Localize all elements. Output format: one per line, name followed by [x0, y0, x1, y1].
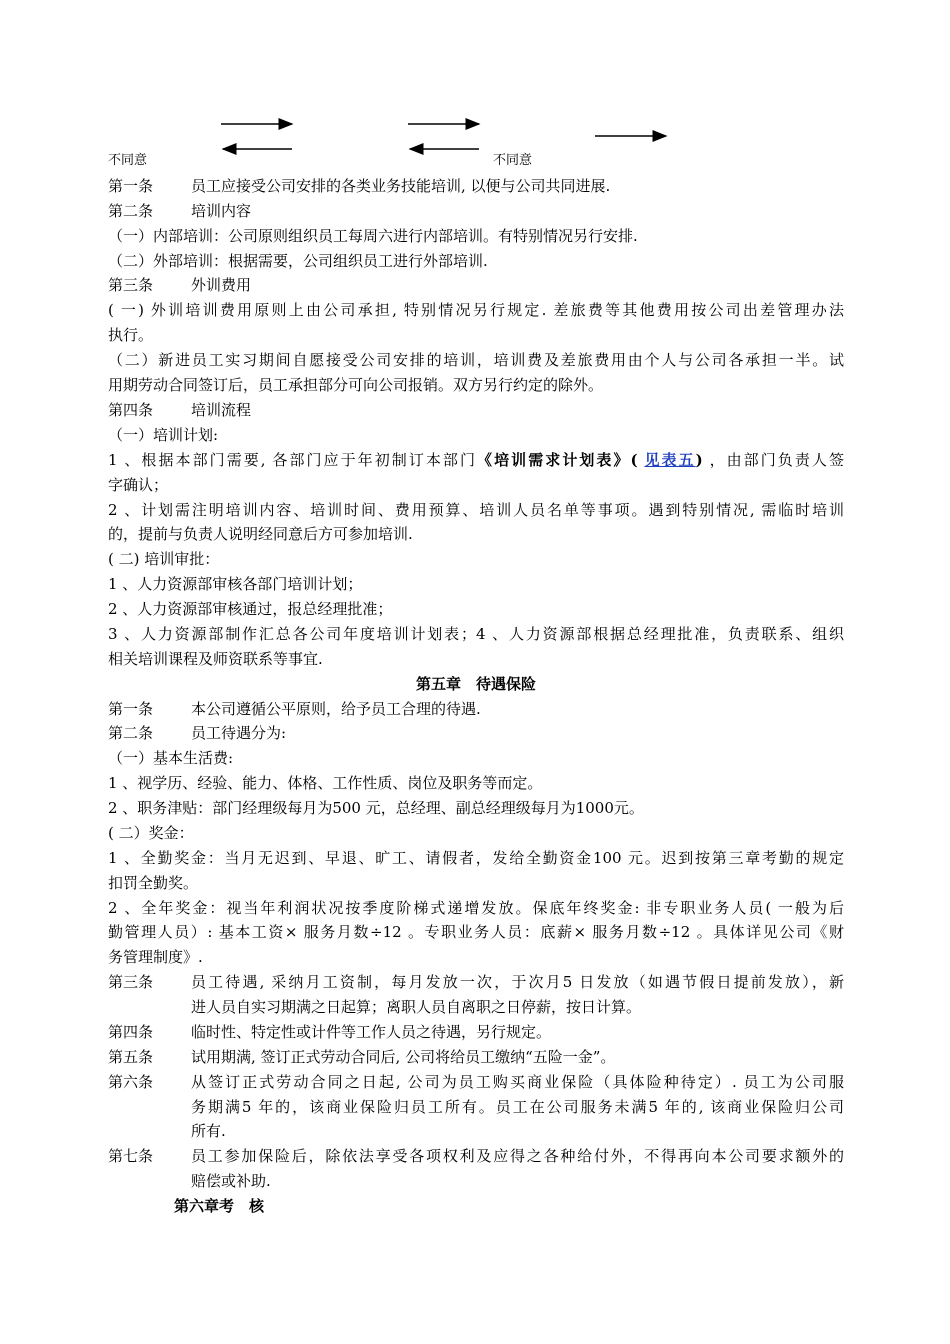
article-label: 第二条 — [108, 202, 154, 220]
see-table-five-link[interactable]: 见表五 — [644, 451, 696, 469]
c5-article-7-text-line: 员工参加保险后，除依法享受各项权利及应得之各种给付外，不得再向本公司要求额外的 — [191, 1147, 844, 1165]
c5-article-3-label: 第三条 — [108, 973, 154, 991]
c5-article-6-label: 第六条 — [108, 1073, 154, 1091]
c5-article-1 — [108, 697, 844, 722]
c5-article-6-text-line: 务期满5 年的，该商业保险归员工所有。员工在公司服务未满5 年的, 该商业保险归公司 — [191, 1098, 844, 1116]
article-text: 员工待遇分为: — [191, 724, 287, 742]
article-text: 培训内容 — [191, 202, 252, 220]
paragraph-line: 字确认； — [108, 476, 169, 494]
chapter-5-heading: 第五章 待遇保险 — [415, 675, 536, 693]
paragraph-line: 务管理制度》. — [108, 948, 203, 966]
text-run: ，由部门负责人签 — [709, 451, 844, 469]
paragraph-line: 相关培训课程及师资联系等事宜. — [108, 650, 323, 668]
c5-article-6-text-line: 从签订正式劳动合同之日起, 公司为员工购买商业保险（具体险种待定）. 员工为公司服 — [191, 1073, 844, 1091]
chapter-6-heading: 第六章考 核 — [174, 1197, 265, 1215]
c5-article-5-label: 第五条 — [108, 1048, 154, 1066]
paragraph-line: ( 二) 培训审批： — [108, 550, 220, 568]
c5-article-6-text-line: 所有. — [191, 1122, 226, 1140]
paragraph-line: 1 、全勤奖金：当月无迟到、早退、旷工、请假者，发给全勤资金100 元。迟到按第三章考勤的规定 — [108, 849, 844, 867]
paragraph-line: 2 、人力资源部审核通过，报总经理批准； — [108, 600, 393, 618]
paragraph-line: ( 一) 外训培训费用原则上由公司承担, 特别情况另行规定. 差旅费等其他费用按公司出差管理办法 — [108, 301, 844, 319]
paragraph-line: （二）新进员工实习期间自愿接受公司安排的培训，培训费及差旅费用由个人与公司各承担一半。试 — [108, 351, 844, 369]
article-3 — [108, 273, 844, 298]
paragraph-line: 的，提前与负责人说明经同意后方可参加培训. — [108, 525, 413, 543]
article-label: 第一条 — [108, 700, 154, 718]
paragraph-line: 1 、人力资源部审核各部门培训计划； — [108, 575, 363, 593]
article-4 — [108, 398, 844, 423]
paragraph-line: 2 、职务津贴：部门经理级每月为500 元，总经理、副总经理级每月为1000元。 — [108, 799, 644, 817]
paragraph-line: 3 、人力资源部制作汇总各公司年度培训计划表；4 、人力资源部根据总经理批准，负责联系、组织 — [108, 625, 844, 643]
article-label: 第三条 — [108, 276, 154, 294]
paragraph-line: 用期劳动合同签订后，员工承担部分可向公司报销。双方另行约定的除外。 — [108, 376, 604, 394]
c5-article-7-text-line: 赔偿或补助. — [191, 1172, 271, 1190]
disagree-label-right: 不同意 — [493, 153, 533, 168]
paragraph-line: 1 、视学历、经验、能力、体格、工作性质、岗位及职务等而定。 — [108, 774, 543, 792]
article-2 — [108, 199, 844, 224]
paragraph-line: （二）外部培训：根据需要，公司组织员工进行外部培训. — [108, 252, 488, 270]
article-text: 培训流程 — [191, 401, 252, 419]
article-label: 第四条 — [108, 401, 154, 419]
article-text: 本公司遵循公平原则，给予员工合理的待遇. — [191, 700, 481, 718]
article-1 — [108, 174, 844, 199]
form-title: 《培训需求计划表》( — [477, 451, 638, 469]
c5-article-5-text: 试用期满, 签订正式劳动合同后, 公司将给员工缴纳“五险一金”。 — [191, 1048, 616, 1066]
article-label: 第二条 — [108, 724, 154, 742]
c5-article-2 — [108, 721, 844, 746]
close-paren: ) — [695, 451, 703, 469]
disagree-label-left: 不同意 — [108, 153, 148, 168]
c5-article-4-label: 第四条 — [108, 1023, 154, 1041]
c5-article-4-text: 临时性、特定性或计件等工作人员之待遇，另行规定。 — [191, 1023, 552, 1041]
article-label: 第一条 — [108, 177, 154, 195]
article-text: 员工应接受公司安排的各类业务技能培训, 以便与公司共同进展. — [191, 177, 611, 195]
paragraph-line: ( 二）奖金： — [108, 824, 194, 842]
paragraph-line-with-link — [108, 448, 844, 473]
paragraph-line: （一）基本生活费: — [108, 749, 234, 767]
c5-article-3-text-line: 员工待遇, 采纳月工资制，每月发放一次，于次月5 日发放（如遇节假日提前发放），新 — [191, 973, 844, 991]
paragraph-line: 2 、计划需注明培训内容、培训时间、费用预算、培训人员名单等事项。遇到特别情况, 需临时培训 — [108, 501, 844, 519]
c5-article-3-text-line: 进人员自实习期满之日起算；离职人员自离职之日停薪，按日计算。 — [191, 998, 642, 1016]
paragraph-line: （一）培训计划: — [108, 426, 219, 444]
paragraph-line: 扣罚全勤奖。 — [108, 874, 199, 892]
text-run: 1 、根据本部门需要, 各部门应于年初制订本部门 — [108, 451, 478, 469]
paragraph-line: 2 、全年奖金：视当年利润状况按季度阶梯式递增发放。保底年终奖金: 非专职业务人员( 一般为后 — [108, 899, 844, 917]
c5-article-7-label: 第七条 — [108, 1147, 154, 1165]
paragraph-line: 执行。 — [108, 326, 154, 344]
article-text: 外训费用 — [191, 276, 252, 294]
paragraph-line: （一）内部培训：公司原则组织员工每周六进行内部培训。有特别情况另行安排. — [108, 227, 638, 245]
paragraph-line: 勤管理人员）: 基本工资× 服务月数÷12 。专职业务人员：底薪× 服务月数÷12 。具体详见公司《财 — [108, 923, 844, 941]
